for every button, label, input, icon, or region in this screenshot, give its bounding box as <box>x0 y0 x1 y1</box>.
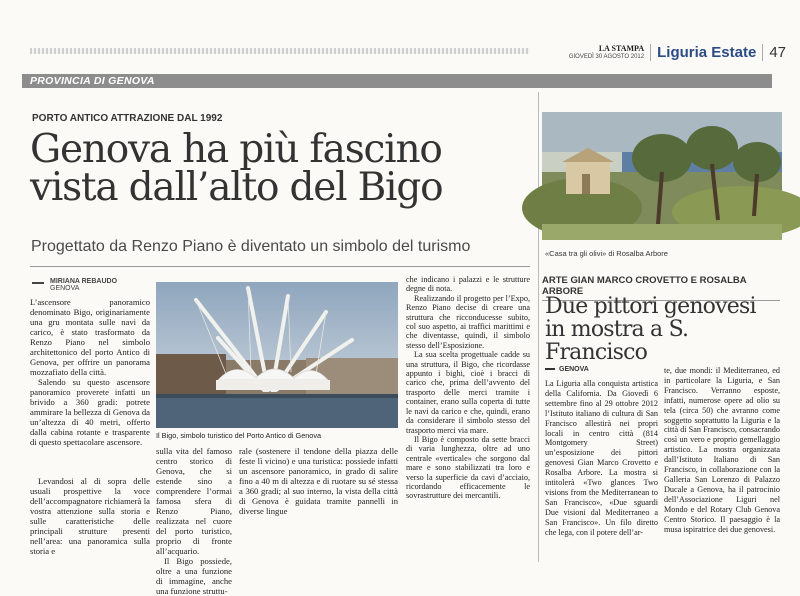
column-3-bottom <box>239 446 398 516</box>
page-number: 47 <box>762 44 786 61</box>
article-divider <box>30 266 530 267</box>
paragraph: sulla vita del famoso centro storico di Genova, che si estende sino a comprendere l’ormai famosa sfera di Renzo Piano, realizzata nel cuore del porto turistico, proprio di fronte all’acquario. <box>156 446 232 556</box>
paper-name: LA STAMPA <box>598 44 645 54</box>
side-column-2 <box>664 366 780 534</box>
province-banner <box>22 74 772 88</box>
side-article-kicker: ARTE GIAN MARCO CROVETTO E ROSALBA ARBORE <box>542 275 780 301</box>
painting-illustration <box>542 112 782 240</box>
paragraph: rale (sostenere il tendone della piazza delle feste lì vicino) e una turistica: possiede infatti un ascensore panoramico, in grado di salire fino a 40 m di altezza e di ruotare su sé stessa a 360 gradi; al suo interno, la vista della città di Genova è guidata tramite pannelli in diverse lingue <box>239 446 398 516</box>
side-headline-line-1: Due pittori genovesi <box>545 294 756 319</box>
dateline-rule <box>545 368 555 370</box>
painting-photo <box>542 112 782 240</box>
column-2-bottom <box>156 446 232 596</box>
issue-date: GIOVEDÌ 30 AGOSTO 2012 <box>568 53 645 60</box>
byline <box>32 278 117 292</box>
side-dateline <box>545 366 589 373</box>
dateline-city: GENOVA <box>50 285 80 292</box>
side-column-1 <box>545 379 658 538</box>
headline-line-2: vista dall’alto del Bigo <box>30 165 443 210</box>
paragraph: Realizzando il progetto per l’Expo, Renzo Piano decise di creare una struttura che ricconducesse subito, col suo aspetto, ai traffici marittimi e che diventasse, quindi, il simbolo stesso dell’Esposizione. <box>406 293 530 350</box>
column-1-top <box>30 297 150 447</box>
paragraph: La sua scelta progettuale cadde su una struttura, il Bigo, che ricordasse appunto i bighi, cioè i bracci di carico che, prima dell’avvento del trasporto delle merci tramite i container, erano sulla coperta di tutte le navi da carico e che, quindi, erano da considerare il simbolo stesso del trasporto merci via mare. <box>406 350 530 435</box>
bigo-photo <box>156 282 398 428</box>
column-separator <box>538 92 539 562</box>
paragraph: La Liguria alla conquista artistica della California. Da Giovedì 6 settembre fino al 29 ottobre 2012 l’Istituto italiano di cultura di San Francisco allestirà nei propri locali in centro città (814 Montgomery Street) un’esposizione dei pittori genovesi Gian Marco Crovetto e Rosalba Arbore. La mostra si intitolerà «Two glances Two visions from the Mediterranean to San Francisco», «Due sguardi Due visioni dal Mediterraneo a San Francisco». Un filo diretto che lega, con il potere dell’ar- <box>545 379 658 537</box>
byline-rule <box>32 282 44 284</box>
article-headline <box>30 127 530 210</box>
column-1-bottom <box>30 476 150 556</box>
column-4 <box>406 275 530 501</box>
bigo-illustration <box>156 282 398 428</box>
photo-caption: Il Bigo, simbolo turistico del Porto Antico di Genova <box>156 431 322 440</box>
author-name: MIRIANA REBAUDO <box>50 278 118 285</box>
painting-caption: «Casa tra gli olivi» di Rosalba Arbore <box>545 249 668 258</box>
side-article-headline <box>545 295 785 364</box>
paragraph: L’ascensore panoramico denominato Bigo, originariamente una gru montata sulle navi da carico, è stato trasformato da Renzo Piano nel simbolo architettonico del porto Antico di Genova, per offrire un panorama mozzafiato della città. <box>30 297 150 377</box>
paragraph: te, due mondi: il Mediterraneo, ed in particolare la Liguria, e San Francisco. Verranno esposte, infatti, numerose opere ad olio su tela (circa 50) che avranno come soggetto soprattutto la Liguria e la città di San Francisco, consacrando così un vero e proprio gemellaggio artistico. La mostra organizzata dall’Istituto Italiano di San Francisco, in collaborazione con la Galleria San Lorenzo di Palazzo Ducale a Genova, ha il patrocinio dell’Associazione Liguri nel Mondo e del Rotary Club Genova Centro Storico. Il paesaggio è la musa ispiratrice dei due genovesi. <box>664 366 780 534</box>
paragraph: Levandosi al di sopra delle usuali prospettive la voce dell’accompagnatore richiamerà la vostra attenzione sulla storia e sulle caratteristiche delle principali strutture presenti nell’area: una panoramica sulla storia e <box>30 476 150 556</box>
paragraph: Salendo su questo ascensore panoramico proverete infatti un brivido a 360 gradi: potrete ammirare la bellezza di Genova da un’altezza di 40 metri, offerto dalla cabina rotante e trasparente di questo spettacolare ascensore. <box>30 377 150 447</box>
article-subtitle: Progettato da Renzo Piano è diventato un simbolo del turismo <box>31 238 471 255</box>
paragraph: Il Bigo possiede, oltre a una funzione di immagine, anche una funzione struttu- <box>156 556 232 596</box>
section-name: Liguria Estate <box>650 44 756 61</box>
paragraph: Il Bigo è composto da sette bracci di varia lunghezza, oltre ad uno centrale «verticale» che sorgono dal mare e sono stabilizzati tra loro e verso la superficie da cavi d’acciaio, ricordando efficacemente le sovrastrutture dei mercantili. <box>406 434 530 501</box>
side-headline-line-2: in mostra a S. Francisco <box>545 317 689 365</box>
side-dateline-city: GENOVA <box>559 366 589 373</box>
paragraph: che indicano i palazzi e le strutture degne di nota. <box>406 275 530 294</box>
province-banner-label: PROVINCIA DI GENOVA <box>30 75 155 87</box>
header-rule <box>30 48 530 54</box>
masthead <box>569 44 786 61</box>
paper-info <box>569 45 644 60</box>
article-kicker: PORTO ANTICO ATTRAZIONE DAL 1992 <box>32 113 223 124</box>
headline-line-1: Genova ha più fascino <box>30 127 442 172</box>
